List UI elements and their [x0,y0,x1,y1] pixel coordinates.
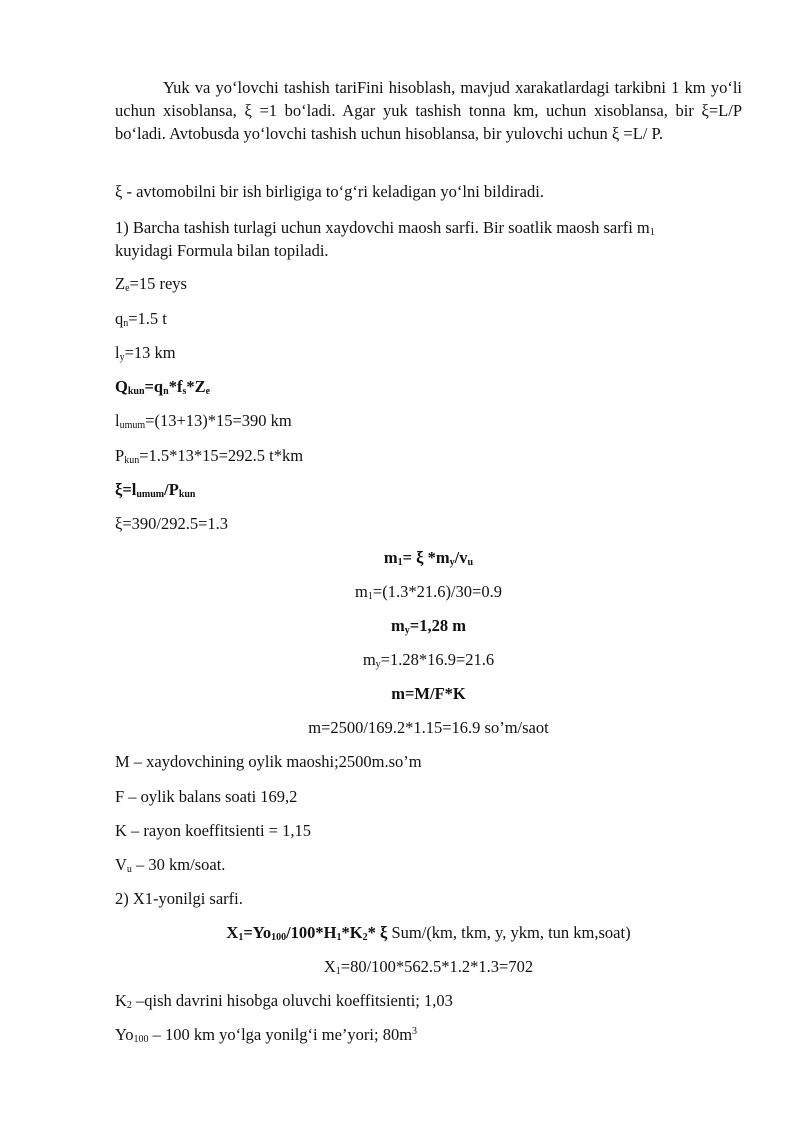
x1-formula-b: =Yo [243,923,272,942]
qkun-c: *f [168,377,183,396]
m1-value-rest: =(1.3*21.6)/30=0.9 [372,582,502,601]
ze-rest: =15 reys [129,274,187,293]
intro-paragraph: Yuk va yo‘lovchi tashish tariFini hisoblash, mavjud xarakatlardagi tarkibni 1 km yo‘li uchun xisoblansa, ξ =1 bo‘ladi. Agar yuk tashish tonna km, uchun xisoblansa, bir ξ=L/P bo‘ladi. Avtobusda yo‘lovchi tashish uchun hisoblansa, bir yulovchi uchun ξ =L/ P. [115,78,742,143]
ze-line [115,272,742,295]
xi-definition: ξ - avtomobilni bir ish birligiga to‘g‘ri keladigan yo‘lni bildiradi. [115,182,544,201]
xi-value-line: ξ=390/292.5=1.3 [115,514,229,533]
x1-formula [115,921,742,944]
m-value-line: m=2500/169.2*1.15=16.9 so’m/saot [308,718,549,737]
definition-m: M – xaydovchining oylik maoshi;2500m.so’m [115,752,422,771]
x1-formula-unit: Sum/(km, tkm, y, ykm, tun km,soat) [387,923,631,942]
pkun-rest: =1.5*13*15=292.5 t*km [139,446,304,465]
definition-vu [115,853,742,876]
section-1-paragraph [115,216,742,262]
qkun-d: *Z [186,377,206,396]
yo100-a: Yo [115,1025,134,1044]
qkun-d-sub: e [205,386,211,397]
m1-formula-c: /v [454,548,468,567]
k2-a: K [115,991,127,1010]
my-formula-rest: =1,28 m [409,616,466,635]
x1-formula-b-sub: 100 [271,932,287,943]
yo100-a-sub: 100 [133,1034,149,1045]
m1-formula-a-sub: 1 [397,557,403,568]
x1-formula-d: *K [341,923,363,942]
ly-line [115,341,742,364]
m1-formula-b-sub: y [449,557,455,568]
qn-base: q [115,309,124,328]
x1-value-a: X [323,957,336,976]
xi-formula-b: /P [164,480,179,499]
ze-sub: e [125,283,130,294]
pkun-sub: kun [124,455,140,466]
qkun-b: =q [144,377,164,396]
m1-value-line [115,580,742,603]
m1-value-a-sub: 1 [367,591,373,602]
vu-a: V [115,855,127,874]
lumum-sub: umum [119,420,146,431]
x1-formula-a: X [226,923,239,942]
section-2-title: 2) X1-yonilgi sarfi. [115,889,243,908]
xi-formula-a: ξ=l [115,480,137,499]
qkun-a: Q [115,377,128,396]
definition-k: K – rayon koeffitsienti = 1,15 [115,821,311,840]
vu-a-sub: u [126,864,132,875]
section-1-text: 1) Barcha tashish turlagi uchun xaydovchi maosh sarfi. Bir soatlik maosh sarfi m [115,218,650,237]
qkun-c-sub: s [182,386,187,397]
m1-formula-b: = ξ *m [402,548,450,567]
m1-formula [115,546,742,569]
xi-formula-a-sub: umum [136,489,165,500]
my-value-a-sub: y [375,659,381,670]
vu-rest: – 30 km/soat. [131,855,226,874]
qkun-formula [115,375,742,398]
ly-sub: y [119,352,125,363]
my-formula [115,614,742,637]
m1-formula-c-sub: u [467,557,474,568]
yo100-rest: – 100 km yo‘lga yonilg‘i me’yori; 80m [148,1025,413,1044]
x1-value-line [115,955,742,978]
x1-formula-d-sub: 2 [362,932,368,943]
ly-rest: =13 km [124,343,176,362]
my-formula-a: m [391,616,405,635]
pkun-line [115,444,742,467]
my-value-line [115,648,742,671]
k2-rest: –qish davrini hisobga oluvchi koeffitsienti; 1,03 [131,991,453,1010]
my-value-rest: =1.28*16.9=21.6 [380,650,495,669]
qkun-b-sub: n [163,386,169,397]
x1-formula-c: /100*H [286,923,337,942]
m1-formula-a: m [383,548,398,567]
m-formula: m=M/F*K [391,684,466,703]
yo100-sup: 3 [412,1026,418,1037]
qkun-a-sub: kun [127,386,145,397]
lumum-rest: =(13+13)*15=390 km [145,411,292,430]
yo100-definition [115,1023,742,1046]
k2-a-sub: 2 [126,1000,132,1011]
ly-base: l [115,343,120,362]
x1-value-rest: =80/100*562.5*1.2*1.3=702 [340,957,534,976]
x1-value-a-sub: 1 [335,966,341,977]
k2-definition [115,989,742,1012]
section-1-text-cont: kuyidagi Formula bilan topiladi. [115,241,329,260]
qn-rest: =1.5 t [128,309,167,328]
ze-base: Z [115,274,126,293]
definition-f: F – oylik balans soati 169,2 [115,787,298,806]
my-formula-a-sub: y [404,625,410,636]
xi-formula [115,478,742,501]
m1-value-a: m [355,582,368,601]
pkun-base: P [115,446,125,465]
x1-formula-a-sub: 1 [238,932,244,943]
my-value-a: m [362,650,376,669]
qn-line [115,307,742,330]
xi-formula-b-sub: kun [178,489,196,500]
x1-formula-e: * ξ [367,923,388,942]
lumum-base: l [115,411,120,430]
x1-formula-c-sub: 1 [336,932,342,943]
section-1-subscript: 1 [649,227,655,238]
qn-sub: n [123,318,129,329]
lumum-line [115,409,742,432]
